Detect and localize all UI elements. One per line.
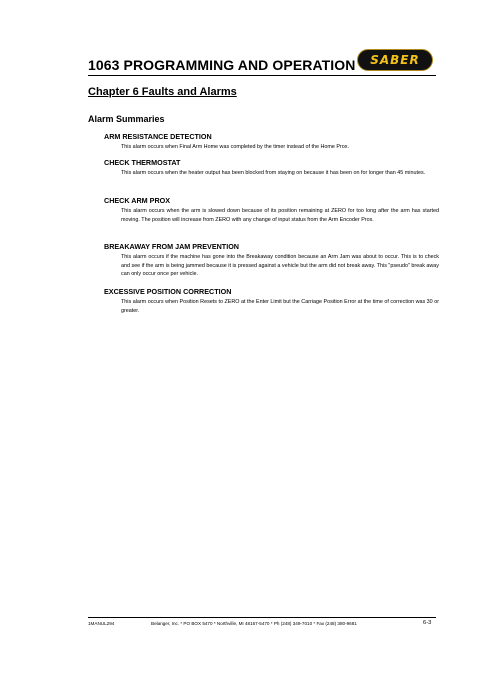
page-number: 6-3 [423, 620, 432, 626]
alarm-body-check-arm-prox: This alarm occurs when the arm is slowed down because of its position remaining at ZERO for too long after the arm has started moving. The position will increase from ZERO with any change of input status from the Arm Encoder Prox. [121, 208, 439, 223]
logo-text: SABER [370, 53, 420, 67]
alarm-body-excessive-position: This alarm occurs when Position Resets to ZERO at the Enter Limit but the Carriage Position Error at the time of correction was 30 or greater. [121, 299, 439, 314]
footer-company-info: Belanger, Inc. * PO BOX 5470 * Northville, MI 48167-5470 * Ph (248) 349-7010 * Fax (248) 380-9681 [151, 621, 357, 626]
section-title: Alarm Summaries [88, 114, 165, 124]
alarm-title-arm-resistance: ARM RESISTANCE DETECTION [104, 132, 212, 141]
alarm-title-check-arm-prox: CHECK ARM PROX [104, 196, 171, 205]
alarm-body-check-thermostat: This alarm occurs when the heater output has been blocked from staying on because it has been on for longer than 45 minutes. [121, 170, 426, 176]
alarm-body-breakaway-jam: This alarm occurs if the machine has gone into the Breakaway condition because an Arm Jam was about to occur. This is to check and see if the arm is being jammed because it is pressed against a vehicle but the arm did not break away. This "pseudo" break away can only occur once per vehicle. [121, 254, 439, 277]
document-title: 1063 PROGRAMMING AND OPERATION [88, 57, 356, 73]
alarm-title-breakaway-jam: BREAKAWAY FROM JAM PREVENTION [104, 242, 239, 251]
alarm-body-arm-resistance: This alarm occurs when Final Arm Home was completed by the timer instead of the Home Prox. [121, 144, 349, 150]
footer-rule [88, 617, 436, 618]
saber-logo [357, 49, 433, 71]
footer-manual-id: 1MANUL294 [88, 621, 115, 626]
alarm-title-excessive-position: EXCESSIVE POSITION CORRECTION [104, 287, 232, 296]
header-rule [88, 75, 436, 76]
alarm-title-check-thermostat: CHECK THERMOSTAT [104, 158, 181, 167]
chapter-title: Chapter 6 Faults and Alarms [88, 86, 237, 98]
